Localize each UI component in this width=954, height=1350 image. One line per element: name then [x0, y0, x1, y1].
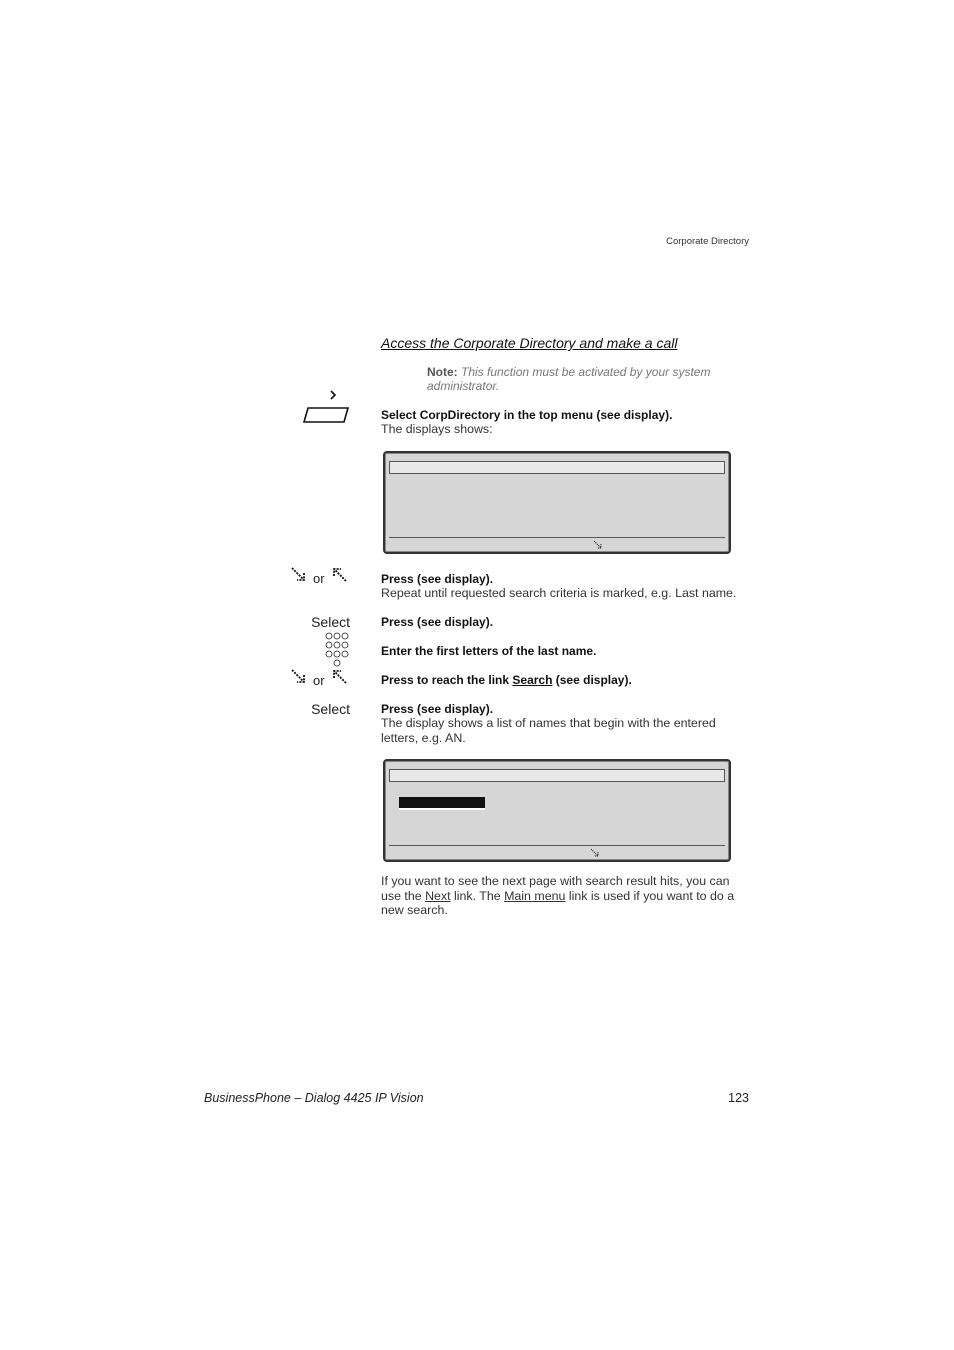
- softkey-icon: [302, 388, 352, 426]
- navigation-keys-2: [290, 668, 352, 690]
- note-label: Note:: [427, 365, 458, 379]
- note: [427, 365, 747, 393]
- navigation-down-icon: [290, 668, 308, 686]
- next-page-paragraph: [381, 874, 743, 918]
- step-1: [381, 408, 751, 437]
- step-3-instruction: Press (see display).: [381, 615, 494, 629]
- display-divider: [389, 537, 725, 538]
- step-2-description: Repeat until requested search criteria is marked, e.g. Last name.: [381, 586, 737, 600]
- step-6-instruction: Press (see display).: [381, 702, 494, 716]
- step-6: [381, 702, 741, 745]
- step-2-instruction: Press (see display).: [381, 572, 494, 586]
- navigation-down-icon: [290, 566, 308, 584]
- phone-display-1: [383, 451, 731, 554]
- navigation-up-icon: [331, 566, 349, 584]
- main-menu-link: Main menu: [504, 888, 566, 903]
- footer-title: BusinessPhone – Dialog 4425 IP Vision: [204, 1091, 424, 1105]
- keypad-icon: [325, 632, 351, 668]
- step-5-text-post: (see display).: [552, 673, 632, 687]
- or-text: or: [313, 571, 325, 586]
- navigation-up-icon: [331, 668, 349, 686]
- search-link: Search: [512, 673, 553, 687]
- paragraph-text-1: If you want to see the next page with search result hits, you can use the: [381, 874, 730, 903]
- or-text: or: [313, 673, 325, 688]
- running-header: Corporate Directory: [666, 236, 749, 247]
- display-top-menu-bar: [389, 461, 725, 474]
- step-5-text-pre: Press to reach the link: [381, 673, 513, 687]
- display-top-menu-bar: [389, 769, 725, 782]
- section-title: Access the Corporate Directory and make a call: [381, 335, 678, 351]
- phone-display-2: [383, 759, 731, 862]
- step-5-instruction: [381, 673, 632, 687]
- step-2: [381, 572, 751, 601]
- paragraph-text-2: link. The: [450, 888, 505, 903]
- step-1-instruction: Select CorpDirectory in the top menu (see display).: [381, 408, 673, 422]
- step-1-description: The displays shows:: [381, 422, 493, 436]
- select-softkey-label: Select: [311, 614, 350, 630]
- navigation-keys: [290, 566, 352, 588]
- navigation-arrow-icon: [593, 540, 603, 550]
- paragraph-text-3: link is used if you want to do a new search.: [381, 888, 735, 917]
- step-6-description: The display shows a list of names that begin with the entered letters, e.g. AN.: [381, 716, 716, 745]
- note-text: This function must be activated by your system administrator.: [427, 365, 711, 393]
- step-4-instruction: Enter the first letters of the last name.: [381, 644, 597, 658]
- display-divider: [389, 845, 725, 846]
- next-link: Next: [425, 888, 451, 903]
- display-selected-item: [399, 797, 485, 810]
- page-number: 123: [728, 1091, 749, 1105]
- select-softkey-label-2: Select: [311, 701, 350, 717]
- navigation-arrow-icon: [590, 848, 600, 858]
